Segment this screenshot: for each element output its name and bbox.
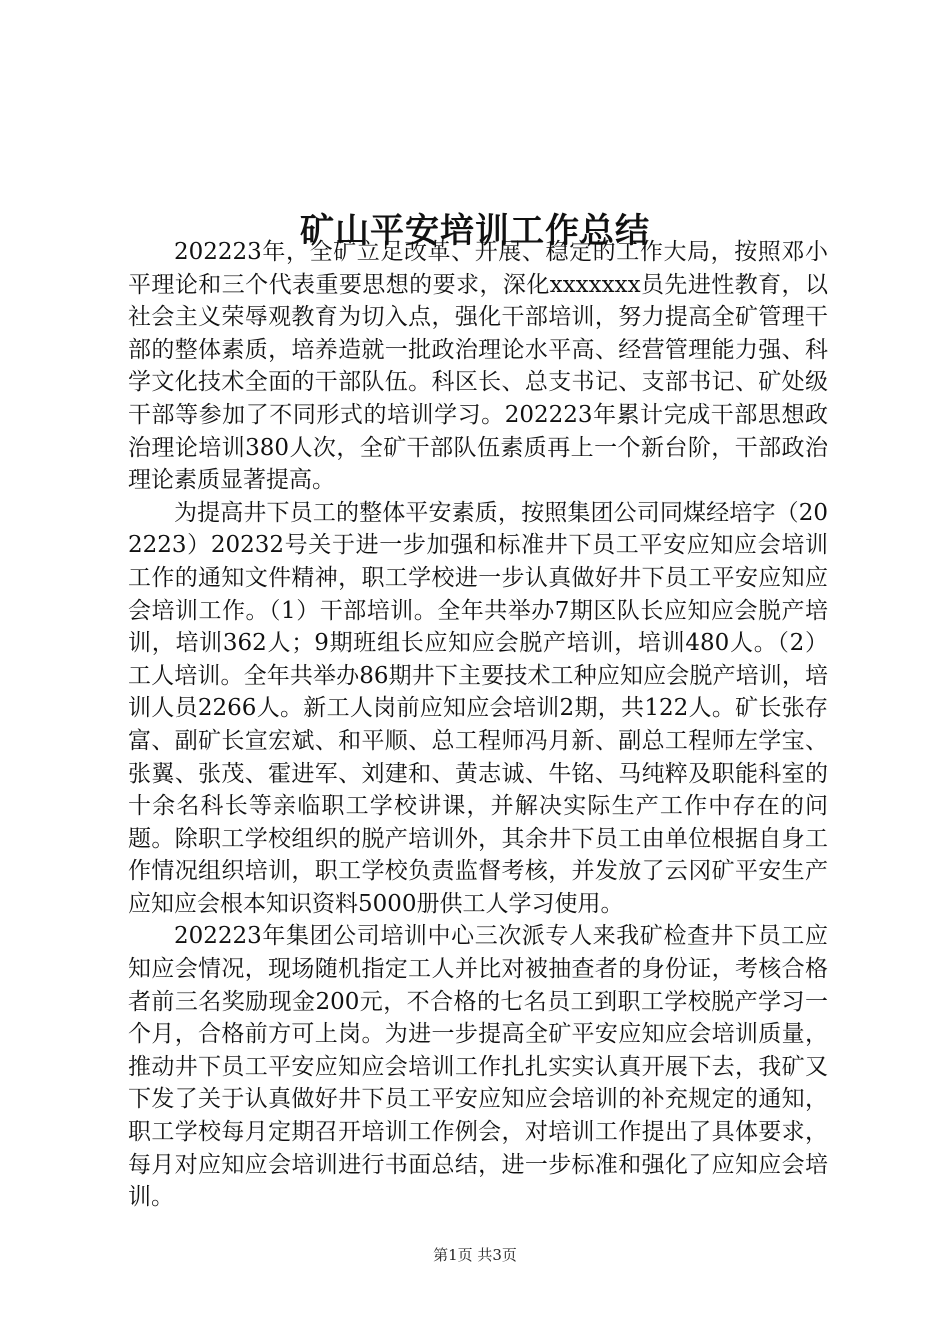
paragraph-cadre-training: 202223年，全矿立足改革、开展、稳定的工作大局，按照邓小平理论和三个代表重要思想的要求，深化xxxxxxx员先进性教育，以社会主义荣辱观教育为切入点，强化干部培训，努力提高全矿管理干部的整体素质，培养造就一批政治理论水平高、经营管理能力强、科学文化技术全面的干部队伍。科区长、总支书记、支部书记、矿处级干部等参加了不同形式的培训学习。202223年累计完成干部思想政治理论培训380人次，全矿干部队伍素质再上一个新台阶，干部政治理论素质显著提高。 — [128, 239, 828, 494]
document-body — [128, 236, 828, 1214]
page-title: 矿山平安培训工作总结 — [300, 210, 650, 251]
page-number: 第1页 — [433, 1246, 473, 1264]
paragraph-safety-training: 为提高井下员工的整体平安素质，按照集团公司同煤经培字（202223）20232号关于进一步加强和标准井下员工平安应知应会培训工作的通知文件精神，职工学校进一步认真做好井下员工平安应知应会培训工作。（1）干部培训。全年共举办7期区队长应知应会脱产培训，培训362人；9期班组长应知应会脱产培训，培训480人。（2）工人培训。全年共举办86期井下主要技术工种应知应会脱产培训，培训人员2266人。新工人岗前应知应会培训2期，共122人。矿长张存富、副矿长宣宏斌、和平顺、总工程师冯月新、副总工程师左学宝、张翼、张茂、霍进军、刘建和、黄志诚、牛铭、马纯粹及职能科室的十余名科长等亲临职工学校讲课，并解决实际生产工作中存在的问题。除职工学校组织的脱产培训外，其余井下员工由单位根据自身工作情况组织培训，职工学校负责监督考核，并发放了云冈矿平安生产应知应会根本知识资料5000册供工人学习使用。 — [128, 499, 828, 917]
page-footer — [0, 1245, 950, 1265]
paragraph-inspection: 202223年集团公司培训中心三次派专人来我矿检查井下员工应知应会情况，现场随机指定工人并比对被抽查者的身份证，考核合格者前三名奖励现金200元，不合格的七名员工到职工学校脱产学习一个月，合格前方可上岗。为进一步提高全矿平安应知应会培训质量，推动井下员工平安应知应会培训工作扎扎实实认真开展下去，我矿又下发了关于认真做好井下员工平安应知应会培训的补充规定的通知，职工学校每月定期召开培训工作例会，对培训工作提出了具体要求，每月对应知应会培训进行书面总结，进一步标准和强化了应知应会培训。 — [128, 923, 828, 1211]
page-total: 共3页 — [477, 1246, 517, 1264]
